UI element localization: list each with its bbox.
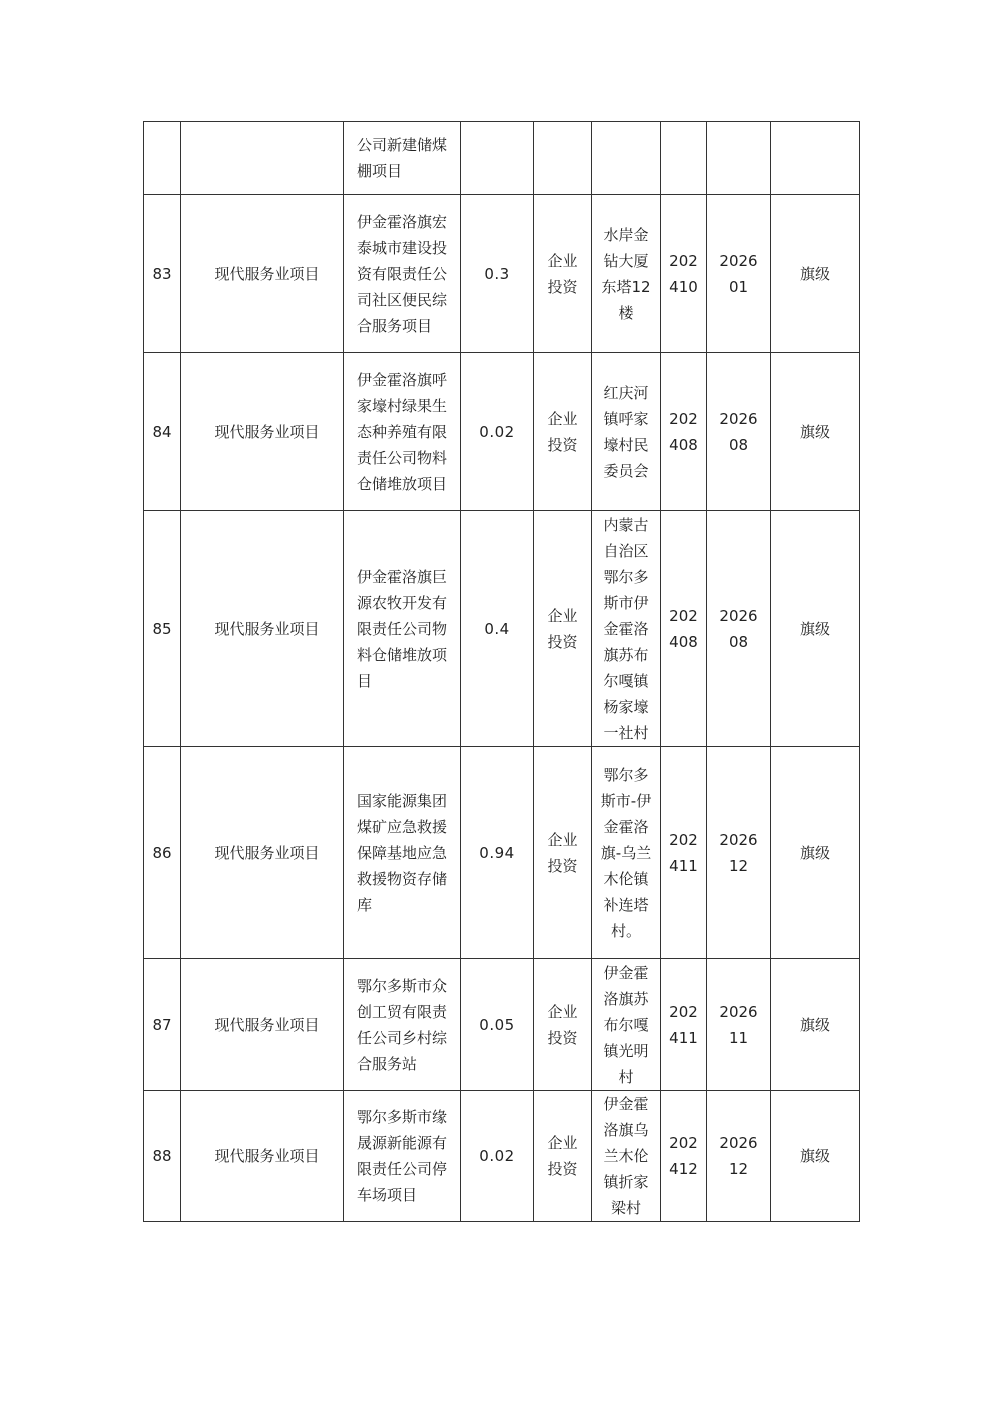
investor-cell: 企业投资 <box>534 747 592 959</box>
amount-cell: 0.02 <box>461 353 534 511</box>
end-date-cell: 202608 <box>707 353 771 511</box>
level-cell: 旗级 <box>771 195 860 353</box>
category-cell: 现代服务业项目 <box>181 1091 344 1222</box>
investor-cell: 企业投资 <box>534 1091 592 1222</box>
project-table <box>143 121 860 1222</box>
row-number-cell: 83 <box>144 195 181 353</box>
end-date-cell: 202611 <box>707 959 771 1091</box>
end-date-cell: 202612 <box>707 747 771 959</box>
end-date-cell: 202612 <box>707 1091 771 1222</box>
project-name-cell: 伊金霍洛旗巨源农牧开发有限责任公司物料仓储堆放项目 <box>344 511 461 747</box>
row-number-cell: 85 <box>144 511 181 747</box>
table-row <box>144 959 860 1091</box>
project-name-cell: 鄂尔多斯市众创工贸有限责任公司乡村综合服务站 <box>344 959 461 1091</box>
investor-cell: 企业投资 <box>534 195 592 353</box>
investor-cell: 企业投资 <box>534 511 592 747</box>
level-cell: 旗级 <box>771 353 860 511</box>
location-cell: 鄂尔多斯市-伊金霍洛旗-乌兰木伦镇补连塔村。 <box>592 747 661 959</box>
table-row <box>144 747 860 959</box>
table-row <box>144 1091 860 1222</box>
level-cell: 旗级 <box>771 959 860 1091</box>
investor-cell <box>534 122 592 195</box>
table-row <box>144 511 860 747</box>
project-name-cell: 伊金霍洛旗宏泰城市建设投资有限责任公司社区便民综合服务项目 <box>344 195 461 353</box>
location-cell: 水岸金钻大厦东塔12楼 <box>592 195 661 353</box>
amount-cell: 0.3 <box>461 195 534 353</box>
location-cell: 伊金霍洛旗乌兰木伦镇折家梁村 <box>592 1091 661 1222</box>
location-cell <box>592 122 661 195</box>
start-date-cell: 202411 <box>661 959 707 1091</box>
amount-cell: 0.02 <box>461 1091 534 1222</box>
start-date-cell <box>661 122 707 195</box>
row-number-cell: 88 <box>144 1091 181 1222</box>
project-name-cell: 伊金霍洛旗呼家壕村绿果生态种养殖有限责任公司物料仓储堆放项目 <box>344 353 461 511</box>
row-number-cell: 87 <box>144 959 181 1091</box>
project-name-cell: 鄂尔多斯市缘晟源新能源有限责任公司停车场项目 <box>344 1091 461 1222</box>
level-cell: 旗级 <box>771 1091 860 1222</box>
amount-cell: 0.4 <box>461 511 534 747</box>
table-row <box>144 122 860 195</box>
end-date-cell: 202601 <box>707 195 771 353</box>
category-cell: 现代服务业项目 <box>181 511 344 747</box>
end-date-cell <box>707 122 771 195</box>
start-date-cell: 202412 <box>661 1091 707 1222</box>
location-cell: 红庆河镇呼家壕村民委员会 <box>592 353 661 511</box>
level-cell <box>771 122 860 195</box>
amount-cell: 0.05 <box>461 959 534 1091</box>
table-row <box>144 353 860 511</box>
row-number-cell: 86 <box>144 747 181 959</box>
investor-cell: 企业投资 <box>534 959 592 1091</box>
level-cell: 旗级 <box>771 747 860 959</box>
level-cell: 旗级 <box>771 511 860 747</box>
category-cell: 现代服务业项目 <box>181 195 344 353</box>
project-name-cell: 国家能源集团煤矿应急救援保障基地应急救援物资存储库 <box>344 747 461 959</box>
row-number-cell: 84 <box>144 353 181 511</box>
amount-cell: 0.94 <box>461 747 534 959</box>
category-cell <box>181 122 344 195</box>
start-date-cell: 202410 <box>661 195 707 353</box>
category-cell: 现代服务业项目 <box>181 959 344 1091</box>
end-date-cell: 202608 <box>707 511 771 747</box>
category-cell: 现代服务业项目 <box>181 353 344 511</box>
investor-cell: 企业投资 <box>534 353 592 511</box>
location-cell: 伊金霍洛旗苏布尔嘎镇光明村 <box>592 959 661 1091</box>
row-number-cell <box>144 122 181 195</box>
location-cell: 内蒙古自治区鄂尔多斯市伊金霍洛旗苏布尔嘎镇杨家壕一社村 <box>592 511 661 747</box>
start-date-cell: 202408 <box>661 511 707 747</box>
category-cell: 现代服务业项目 <box>181 747 344 959</box>
start-date-cell: 202408 <box>661 353 707 511</box>
amount-cell <box>461 122 534 195</box>
table-body <box>144 122 860 1222</box>
project-name-cell: 公司新建储煤棚项目 <box>344 122 461 195</box>
start-date-cell: 202411 <box>661 747 707 959</box>
table-row <box>144 195 860 353</box>
